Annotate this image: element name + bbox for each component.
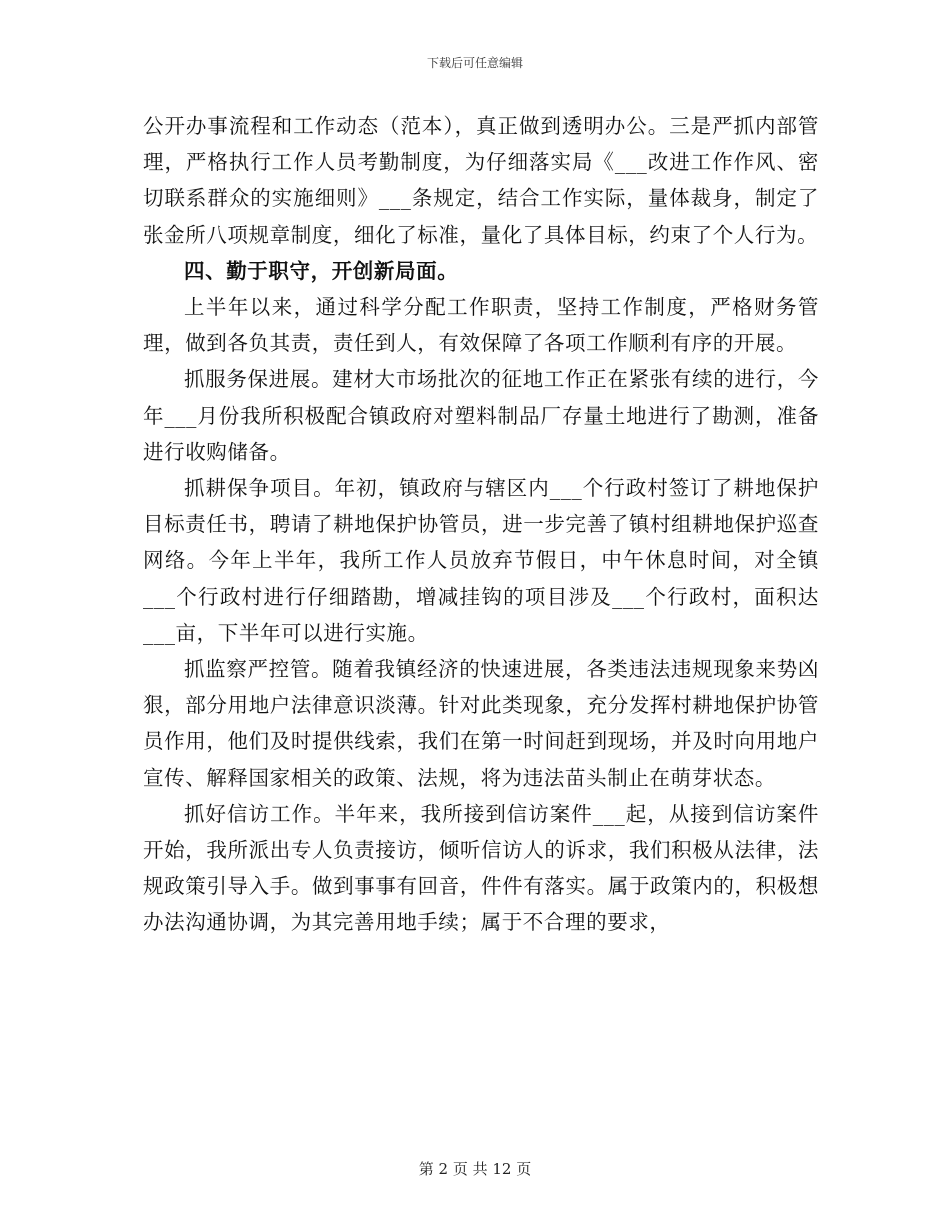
paragraph-farmland: 抓耕保争项目。年初，镇政府与辖区内___个行政村签订了耕地保护目标责任书，聘请了耕地保护协管员，进一步完善了镇村组耕地保护巡查网络。今年上半年，我所工作人员放弃节假日，中午休息时间，对全镇___个行政村进行仔细踏勘，增减挂钩的项目涉及___个行政村，面积达___亩，下半年可以进行实施。 (143, 476, 819, 645)
paragraph-service: 抓服务保进展。建材大市场批次的征地工作正在紧张有续的进行，今年___月份我所积极配合镇政府对塑料制品厂存量土地进行了勘测，准备进行收购储备。 (143, 367, 819, 464)
page-header: 下载后可任意编辑 (426, 56, 523, 70)
paragraph-overview: 上半年以来，通过科学分配工作职责，坚持工作制度，严格财务管理，做到各负其责，责任到人，有效保障了各项工作顺利有序的开展。 (143, 295, 819, 356)
paragraph-continuation: 公开办事流程和工作动态（范本），真正做到透明办公。三是严抓内部管理，严格执行工作人员考勤制度，为仔细落实局《___改进工作作风、密切联系群众的实施细则》___条规定，结合工作实际，量体裁身，制定了张金所八项规章制度，细化了标准，量化了具体目标，约束了个人行为。 (143, 114, 819, 247)
document-body (143, 108, 819, 941)
section-heading: 四、勤于职守，开创新局面。 (184, 258, 459, 283)
paragraph-petition: 抓好信访工作。半年来，我所接到信访案件___起，从接到信访案件开始，我所派出专人负责接访，倾听信访人的诉求，我们积极从法律，法规政策引导入手。做到事事有回音，件件有落实。属于政策内的，积极想办法沟通协调，为其完善用地手续；属于不合理的要求， (143, 801, 819, 935)
page-footer: 第 2 页 共 12 页 (418, 1160, 532, 1178)
paragraph-supervision: 抓监察严控管。随着我镇经济的快速进展，各类违法违规现象来势凶狠，部分用地户法律意识淡薄。针对此类现象，充分发挥村耕地保护协管员作用，他们及时提供线索，我们在第一时间赶到现场，并及时向用地户宣传、解释国家相关的政策、法规，将为违法苗头制止在萌芽状态。 (143, 657, 819, 790)
